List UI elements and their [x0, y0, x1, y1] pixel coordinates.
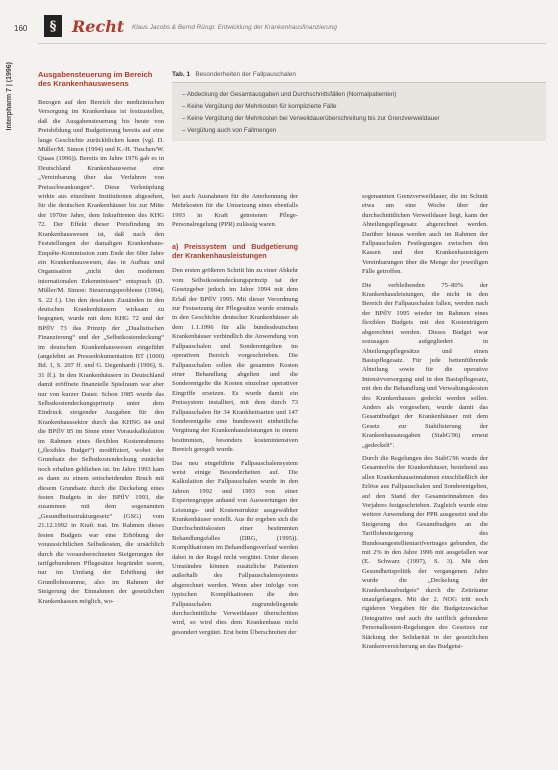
- text-column-3: [362, 192, 488, 760]
- paragraph: Den ersten größeren Schritt hin zu einer Abkehr vom Selbstkostendeckungsprinzip tat der Gesetzgeber jedoch im Jahre 1994 mit dem Erlaß der BPflV 1995. Mit dieser Verordnung zur Festsetzung der Pflegesätze wurde erstmals in den Geschichte deutscher Krankenhäuser ab dem 1.1.1996 für alle bundesdeutschen Krankenhäuser verbindlich die Anwendung von Fallpauschalen und Sonderentgelten im operativen Bereich vorgeschrieben. Die Fallpauschalen sollen die gesamten Kosten einer Behandlung abgelten und die Sonderentgelte die Kosten einzelner operativer Eingriffe ersetzen. Es wurde damit ein Preissystem installiert, mit dem durch 73 Fallpauschalen für 34 Krankheitsarten und 147 Sonderentgelte eine bundesweit einheitliche Vergütung der Krankenhausleistungen in einem bestimmten, besonders kostenintensiven Bereich geregelt wurde.: [172, 267, 298, 454]
- section-title: Recht: [72, 17, 125, 36]
- journal-side-label: Interpharm 7 | (1996): [6, 62, 13, 131]
- subheading: a) Preissystem und Budgetierung der Krankenhausleistungen: [172, 241, 298, 261]
- running-title: Klaus Jacobs & Bernd Rürup: Entwicklung der Krankenhausfinanzierung: [132, 24, 337, 31]
- table-content: [172, 82, 546, 141]
- table-item: – Abdeckung der Gesamtausgaben und Durchschnittsfällen (Normalpatienten): [182, 91, 397, 98]
- page-number: 160: [14, 24, 28, 33]
- paragraph: Durch die Regelungen des StabG'96 wurde der Gesamterlös der Krankenhäuser, bestehend aus allen Krankenhauseinnahmen einschließlich der Erlöse aus Fallpauschalen und Sonderentgelten, auf den Stand der Gesamteinnahmen des Vorjahres festgeschrieben. Zugleich wurde eine weitere Anwendung der PPR ausgesetzt und die Steigerung des Gesamtbudgets an die Tariflohnsteigerung des Bundesangestelltentarifvertrages gebunden, die mit 2% in den Jahre 1996 mit ausgefallen war (E. Schwarz (1997), S. 3). Mit den Gesundheitspolitik der vergangenen Jahre wurde die „Deckelung der Krankenhausbudgets“ durch die Zeiträume unaufgefangen. Mit der 2. NOG tritt noch rigideren Vorgaben für die Budgetzuwächse (Integrative und auch die tariflich gebundene Personalkosten-Regelungen des Gesetzes zur Stärkung der Solidarität in der gesetzlichen Krankenversicherung an das Budgetsi-: [362, 454, 488, 651]
- paragraph: bei auch Ausnahmen für die Anerkennung der Mehrkosten für die Umsetzung eines ebenfalls 1993 in Kraft getretenen Pflege-Personalregelung (PPR) zulässig waren.: [172, 193, 298, 229]
- table-label: Tab. 1: [172, 71, 190, 78]
- table-box: [172, 70, 546, 172]
- paragraph: sogenannten Grenzverweildauer, die im Schnitt etwa um eine Woche über der durchschnittlichen Verweildauer liegt, kann der Abteilungspflegesatz abgerechnet werden. Darüber hinaus werden auch im Rahmen der Fallpauschalen Festlegungen zwischen den Kassen und den Krankenhausträgern Vereinbarungen über die Menge der jeweiligen Fälle getroffen.: [362, 193, 488, 276]
- paragraph: Die verbleibenden 75–80% der Krankenhausleistungen, die nicht in den Bereich der Fallpauschalen fallen, werden nach der BPflV 1995 wieder im Rahmen eines flexiblen Budgets mit den Kostenträgern abgerechnet werden. Dieses Budget war sozusagen aufgegliedert in Abteilungspflegesätze und einen Basispflegesatz. Für jede bettenführende Abteilung sowie für die operative Intensivversorgung und in den Basispflegesatz, mit den die Behandlung und Verwaltungskosten des Krankenhauses gedeckt werden sollen. Anders als vorgesehen, wurde damit das Gesamtbudget der Krankenhäuser mit dem Gesetz zur Stabilisierung der Krankenhausausgaben (StabG'96) erneut „gedeckelt“.: [362, 281, 488, 449]
- paragraph: Das neu eingeführte Fallpauschalensystem weist einige Besonderheiten auf. Die Kalkulation der Fallpauschalen wurde in den Jahren 1992 und 1993 von einer Expertengruppe anhand von Auswertungen der Leistungs- und Kostenstruktur ausgewählter Krankenhäuser erstellt. Aus ihr ergeben sich die Durchschnittskosten einer bestimmten Behandlungsfalles (DRG, (1995)). Komplikationen im Behandlungsverlauf werden dabei in der Regel nicht vergütet. Unter diesen Umständen können zusätzliche Patienten außerhalb des Fallpauschalensystems abgerechnet werden. Wenn aber infolge von typischen Komplikationen die den Fallpauschalen zugrundeliegende durchschnittliche Verweildauer überschritten wird, so wird dies dem Krankenhaus nicht gesondert vergütet. Erst beim Überschreiten der: [172, 459, 298, 636]
- section-icon: §: [44, 15, 62, 37]
- table-caption: Besonderheiten der Fallpauschalen: [195, 71, 296, 78]
- text-column-2: [172, 192, 298, 760]
- table-item: – Vergütung auch von Fallmengen: [182, 127, 277, 134]
- table-title: [172, 70, 546, 82]
- text-column-1: [38, 98, 164, 760]
- paragraph: Bezogen auf den Bereich der medizinischen Versorgung im Krankenhaus ist festzustellen, daß die Ausgabensteuerung bis heute von Preisbildung und Budgetierung bereits auf eine lange Geschichte zurückblicken kann (vgl. D. Müller/M. Simon (1994) und K.-H. Tuschen/W. Quaas (1996)). Bereits im Jahre 1976 gab es in Deutschland Krankenhausweise eine „Vereinbarung über das Verfahren von Preisschwankungen“. Diese Verknüpfung wirkte aus einzelnen Institutionen abgesehen, für die deutschen Krankenhäuser bis zur Mitte der 1970er Jahre, dem Inkrafttreten des KHG 72. Der Effekt dieser Preisfindung im Krankenhauswesen ist, daß nach den Feststellungen der damaligen Krankenhaus-Enquête-Kommission zum Ende der 60er Jahre ein Krankenhauswesen, das in Aufbau und Organisation „nicht den modernen internationalen Erkenntnissen“ entsprach (D. Müller/M. Simon: Steuerungsprobleme (1994), S. 22 f.). Um den desolaten Zuständen in den deutschen Krankenhäusern wirksam zu begegnen, wurde mit dem KHG 72 und der BPflV 73 das Prinzip der „Dualistischen Finanzierung“ und der „Selbstkostendeckung“ im deutschen Krankenhauswesen eingeführt (angelehnt an Pressedokumentation BT (1000) Bd. 1, S. 207 ff. und G. Degenhardt (1996), S. 31 ff.). In den Krankenhäusern in Deutschland damit eröffnete finanzielle Spielraum war aber nur von kurzer Dauer. Schon 1985 wurde das Selbstkostendeckungsprinzip unter dem Eindruck steigender Ausgaben für den Krankenhaussektor durch das KHNG 84 und die BPflV 85 im Sinne einer Vorauskalkulation im Rahmen eines flexiblen Kostenrahmens („flexibles Budget“) modifiziert, wobei der Grundsatz der Selbstkostendeckung zunächst noch erhalten geblieben ist. Im Jahre 1993 kam es dann zu einem entscheidenden Bruch mit diesem Grundsatz durch die Deckelung eines festen Budgets in der BPflV 1993, die zusammen mit dem sogenannten „Gesundheitsstrukturgesetz“ (GSG) vom 21.12.1992 in Kraft trat. Im Rahmen dieses festen Budgets war eine Erhöhung der voraussichtlichen Selbstkosten, die ursächlich durch die vorausberechneten Steigerungen der tarifgebundenen Pflegesätze begründet waren, nur im Umfang der Erhöhung der Grundlohnsumme, also im Rahmen der Steigerung der Einnahmen der gesetzlichen Krankenkassen möglich, wo-: [38, 99, 164, 605]
- article-heading: Ausgabensteuerung im Bereich des Krankenhauswesens: [38, 70, 153, 89]
- header-rule: [38, 43, 546, 44]
- table-item: – Keine Vergütung der Mehrkosten bei Verweildauerüberschreitung bis zur Grenzverweildauer: [182, 115, 440, 122]
- table-item: – Keine Vergütung der Mehrkosten für komplizierte Fälle: [182, 103, 337, 110]
